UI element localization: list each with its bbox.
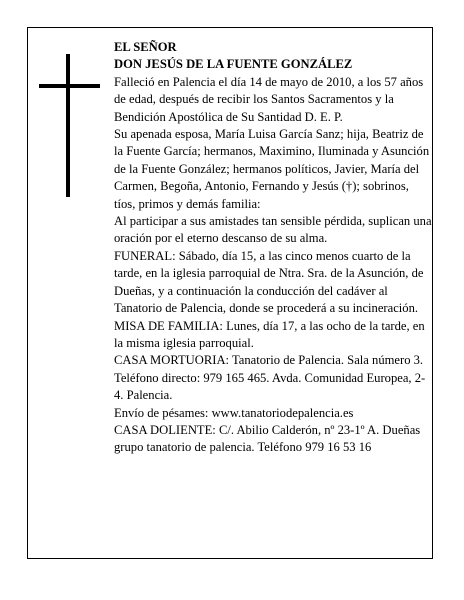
family-list: Su apenada esposa, María Luisa García Sanz; hija, Beatriz de la Fuente García; hermanos, Maximino, Iluminada y Asunción de la Fuente González; hermanos políticos, Javier, María del Carmen, Begoña, Antonio, Fernando y Jesús (†); sobrinos, tíos, primos y demás familia:: [114, 127, 430, 211]
condolences-website: Envío de pésames: www.tanatoriodepalencia.es: [114, 405, 354, 420]
cross-vertical-bar: [66, 54, 70, 197]
funeral-home-info: CASA MORTUORIA: Tanatorio de Palencia. Sala número 3. Teléfono directo: 979 165 465. Avda. Comunidad Europea, 2-4. Palencia.: [114, 353, 426, 403]
prayer-request: Al participar a sus amistades tan sensible pérdida, suplican una oración por el eterno descanso de su alma.: [114, 214, 432, 246]
family-mass-info: MISA DE FAMILIA: Lunes, día 17, a las ocho de la tarde, en la misma iglesia parroquial.: [114, 318, 425, 350]
cross-horizontal-bar: [39, 84, 100, 88]
family-home-address: CASA DOLIENTE: C/. Abilio Calderón, nº 23-1º A. Dueñas: [114, 422, 421, 437]
deceased-name: DON JESÚS DE LA FUENTE GONZÁLEZ: [114, 57, 353, 72]
header-title: EL SEÑOR: [114, 40, 177, 54]
death-announcement: Falleció en Palencia el día 14 de mayo de 2010, a los 57 años de edad, después de recibir los Santos Sacramentos y la Bendición Apostólica de Su Santidad D. E. P.: [114, 74, 424, 124]
obituary-text: [114, 39, 432, 457]
funeral-group-contact: grupo tanatorio de palencia. Teléfono 979 16 53 16: [114, 440, 372, 455]
funeral-info: FUNERAL: Sábado, día 15, a las cinco menos cuarto de la tarde, en la iglesia parroquial de Ntra. Sra. de la Asunción, de Dueñas, y a continuación la conducción del cadáver al Tanatorio de Palencia, donde se procederá a su incineración.: [114, 248, 424, 316]
